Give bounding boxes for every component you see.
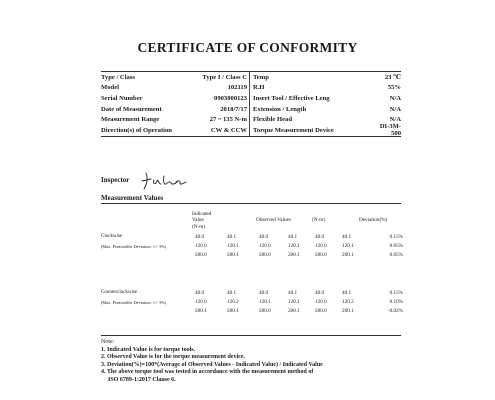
info-right-key: Insert Tool / Effective Leng: [253, 94, 330, 102]
info-row: [101, 93, 401, 104]
info-right-value: N/A: [389, 116, 401, 124]
info-rows: [101, 72, 401, 136]
observed-value: 40.1: [227, 290, 237, 296]
note-item: ISO 6789-1:2017 Clause 6.: [108, 376, 176, 383]
observed-value: 200.1: [227, 308, 239, 314]
observed-value: 200.0: [259, 252, 271, 258]
info-left-value: 0903000123: [214, 94, 247, 102]
measurement-row: [101, 299, 403, 307]
info-right-key: Temp: [253, 73, 269, 81]
indicated-value: 120.0: [195, 243, 207, 249]
measurement-row: [101, 290, 403, 298]
indicated-value-header: [192, 211, 222, 230]
info-right-value: 23 ℃: [384, 74, 401, 82]
observed-value: 200.1: [227, 252, 239, 258]
indicated-header-line3: (N-m): [192, 223, 205, 230]
observed-value: 200.1: [342, 252, 354, 258]
info-right-key: Torque Measurement Device: [253, 126, 334, 134]
observed-value: 40.0: [315, 234, 325, 240]
indicated-value: 120.0: [195, 299, 207, 305]
info-row: [101, 114, 401, 125]
deviation-limit-note: (Max. Permissible Deviation: +/- 3%): [101, 300, 167, 305]
info-left-key: Serial Number: [101, 94, 143, 102]
observed-value: 40.0: [259, 234, 269, 240]
inspector-label: Inspector: [101, 176, 130, 184]
deviation-value: 0.15%: [389, 290, 403, 296]
observed-value: 120.1: [288, 299, 300, 305]
observed-unit-header: (N-m): [312, 217, 325, 223]
deviation-value: 0.05%: [389, 243, 403, 249]
observed-value: 120.1: [259, 299, 271, 305]
observed-value: 40.1: [342, 290, 352, 296]
indicated-header-line2: Value: [192, 217, 204, 224]
direction-label: Clockwise: [101, 234, 123, 239]
observed-value: 120.2: [342, 299, 354, 305]
indicated-value: 40.0: [195, 234, 205, 240]
observed-value: 200.1: [288, 308, 300, 314]
measurement-row: [101, 234, 403, 242]
note-item: 1. Indicated Value is for torque tools.: [101, 346, 196, 353]
info-row: [101, 104, 401, 115]
observed-value: 120.2: [227, 299, 239, 305]
deviation-value: 0.15%: [389, 234, 403, 240]
info-left-value: 27 ~ 135 N-m: [209, 116, 247, 124]
info-left-value: 102119: [227, 84, 247, 92]
measurement-values-title: Measurement Values: [101, 194, 164, 202]
certificate-title: CERTIFICATE OF CONFORMITY: [137, 40, 358, 55]
deviation-header: Deviation(%): [359, 217, 388, 223]
observed-value: 40.1: [288, 234, 298, 240]
info-left-key: Measurement Range: [101, 116, 160, 124]
note-item: 4. The above torque tool was tested in accordance with the measurement method of: [101, 369, 314, 376]
info-left-key: Model: [101, 84, 119, 92]
observed-value: 200.0: [315, 308, 327, 314]
info-right-value: N/A: [389, 94, 401, 102]
info-row: [101, 72, 401, 83]
info-right-value: DI-3M-500: [379, 123, 401, 138]
observed-value: 120.1: [342, 243, 354, 249]
info-bottom-rule: [101, 136, 401, 137]
measurement-row: [101, 243, 403, 251]
observed-value: 40.0: [259, 290, 269, 296]
info-right-value: N/A: [389, 105, 401, 113]
measurement-row: [101, 252, 403, 260]
observed-value: 40.0: [315, 290, 325, 296]
info-left-key: Date of Measurement: [101, 105, 162, 113]
deviation-limit-note: (Max. Permissible Deviation: +/- 3%): [101, 244, 167, 249]
observed-value: 40.1: [227, 234, 237, 240]
observed-value: 200.0: [259, 308, 271, 314]
indicated-value: 200.0: [195, 252, 207, 258]
observed-value: 200.0: [315, 252, 327, 258]
info-left-value: Type I / Class C: [202, 73, 247, 81]
deviation-value: -0.02%: [387, 308, 403, 314]
indicated-header-line1: Indicated: [192, 211, 212, 217]
info-table: [101, 71, 401, 137]
observed-value: 120.1: [288, 243, 300, 249]
info-row: [101, 83, 401, 94]
observed-values-header: Observed Values: [256, 217, 291, 223]
observed-value: 120.0: [315, 299, 327, 305]
info-left-value: 2018/7/17: [220, 105, 247, 113]
indicated-value: 200.1: [195, 308, 207, 314]
indicated-value: 40.0: [195, 290, 205, 296]
deviation-value: 0.05%: [389, 252, 403, 258]
info-left-value: CW & CCW: [210, 126, 247, 134]
note-item: 3. Deviation(%)=100*(Average of Observed Values - Indicated Value) / Indicated Value: [101, 361, 323, 368]
observed-value: 200.1: [342, 308, 354, 314]
notes-rule: [101, 335, 401, 336]
notes-heading: Note:: [101, 339, 115, 345]
observed-value: 120.0: [259, 243, 271, 249]
observed-value: 200.1: [288, 252, 300, 258]
info-right-key: Extension / Length: [253, 105, 307, 113]
note-item: 2. Observed Value is for the torque measurement device.: [101, 354, 245, 361]
info-right-key: R.H: [253, 84, 265, 92]
direction-label: Counterclockwise: [101, 290, 138, 295]
info-right-key: Flexible Head: [253, 116, 293, 124]
measurement-row: [101, 308, 403, 316]
info-left-key: Direction(s) of Operation: [101, 126, 172, 134]
observed-value: 120.1: [227, 243, 239, 249]
notes-section: [101, 339, 401, 385]
measurement-values-rule: [101, 203, 401, 204]
inspector-signature: [140, 170, 188, 192]
info-left-key: Type / Class: [101, 73, 135, 81]
observed-value: 40.1: [342, 234, 352, 240]
observed-value: 40.1: [288, 290, 298, 296]
info-row: [101, 125, 401, 136]
info-right-value: 55%: [387, 84, 401, 92]
observed-value: 120.0: [315, 243, 327, 249]
deviation-value: 0.10%: [389, 299, 403, 305]
